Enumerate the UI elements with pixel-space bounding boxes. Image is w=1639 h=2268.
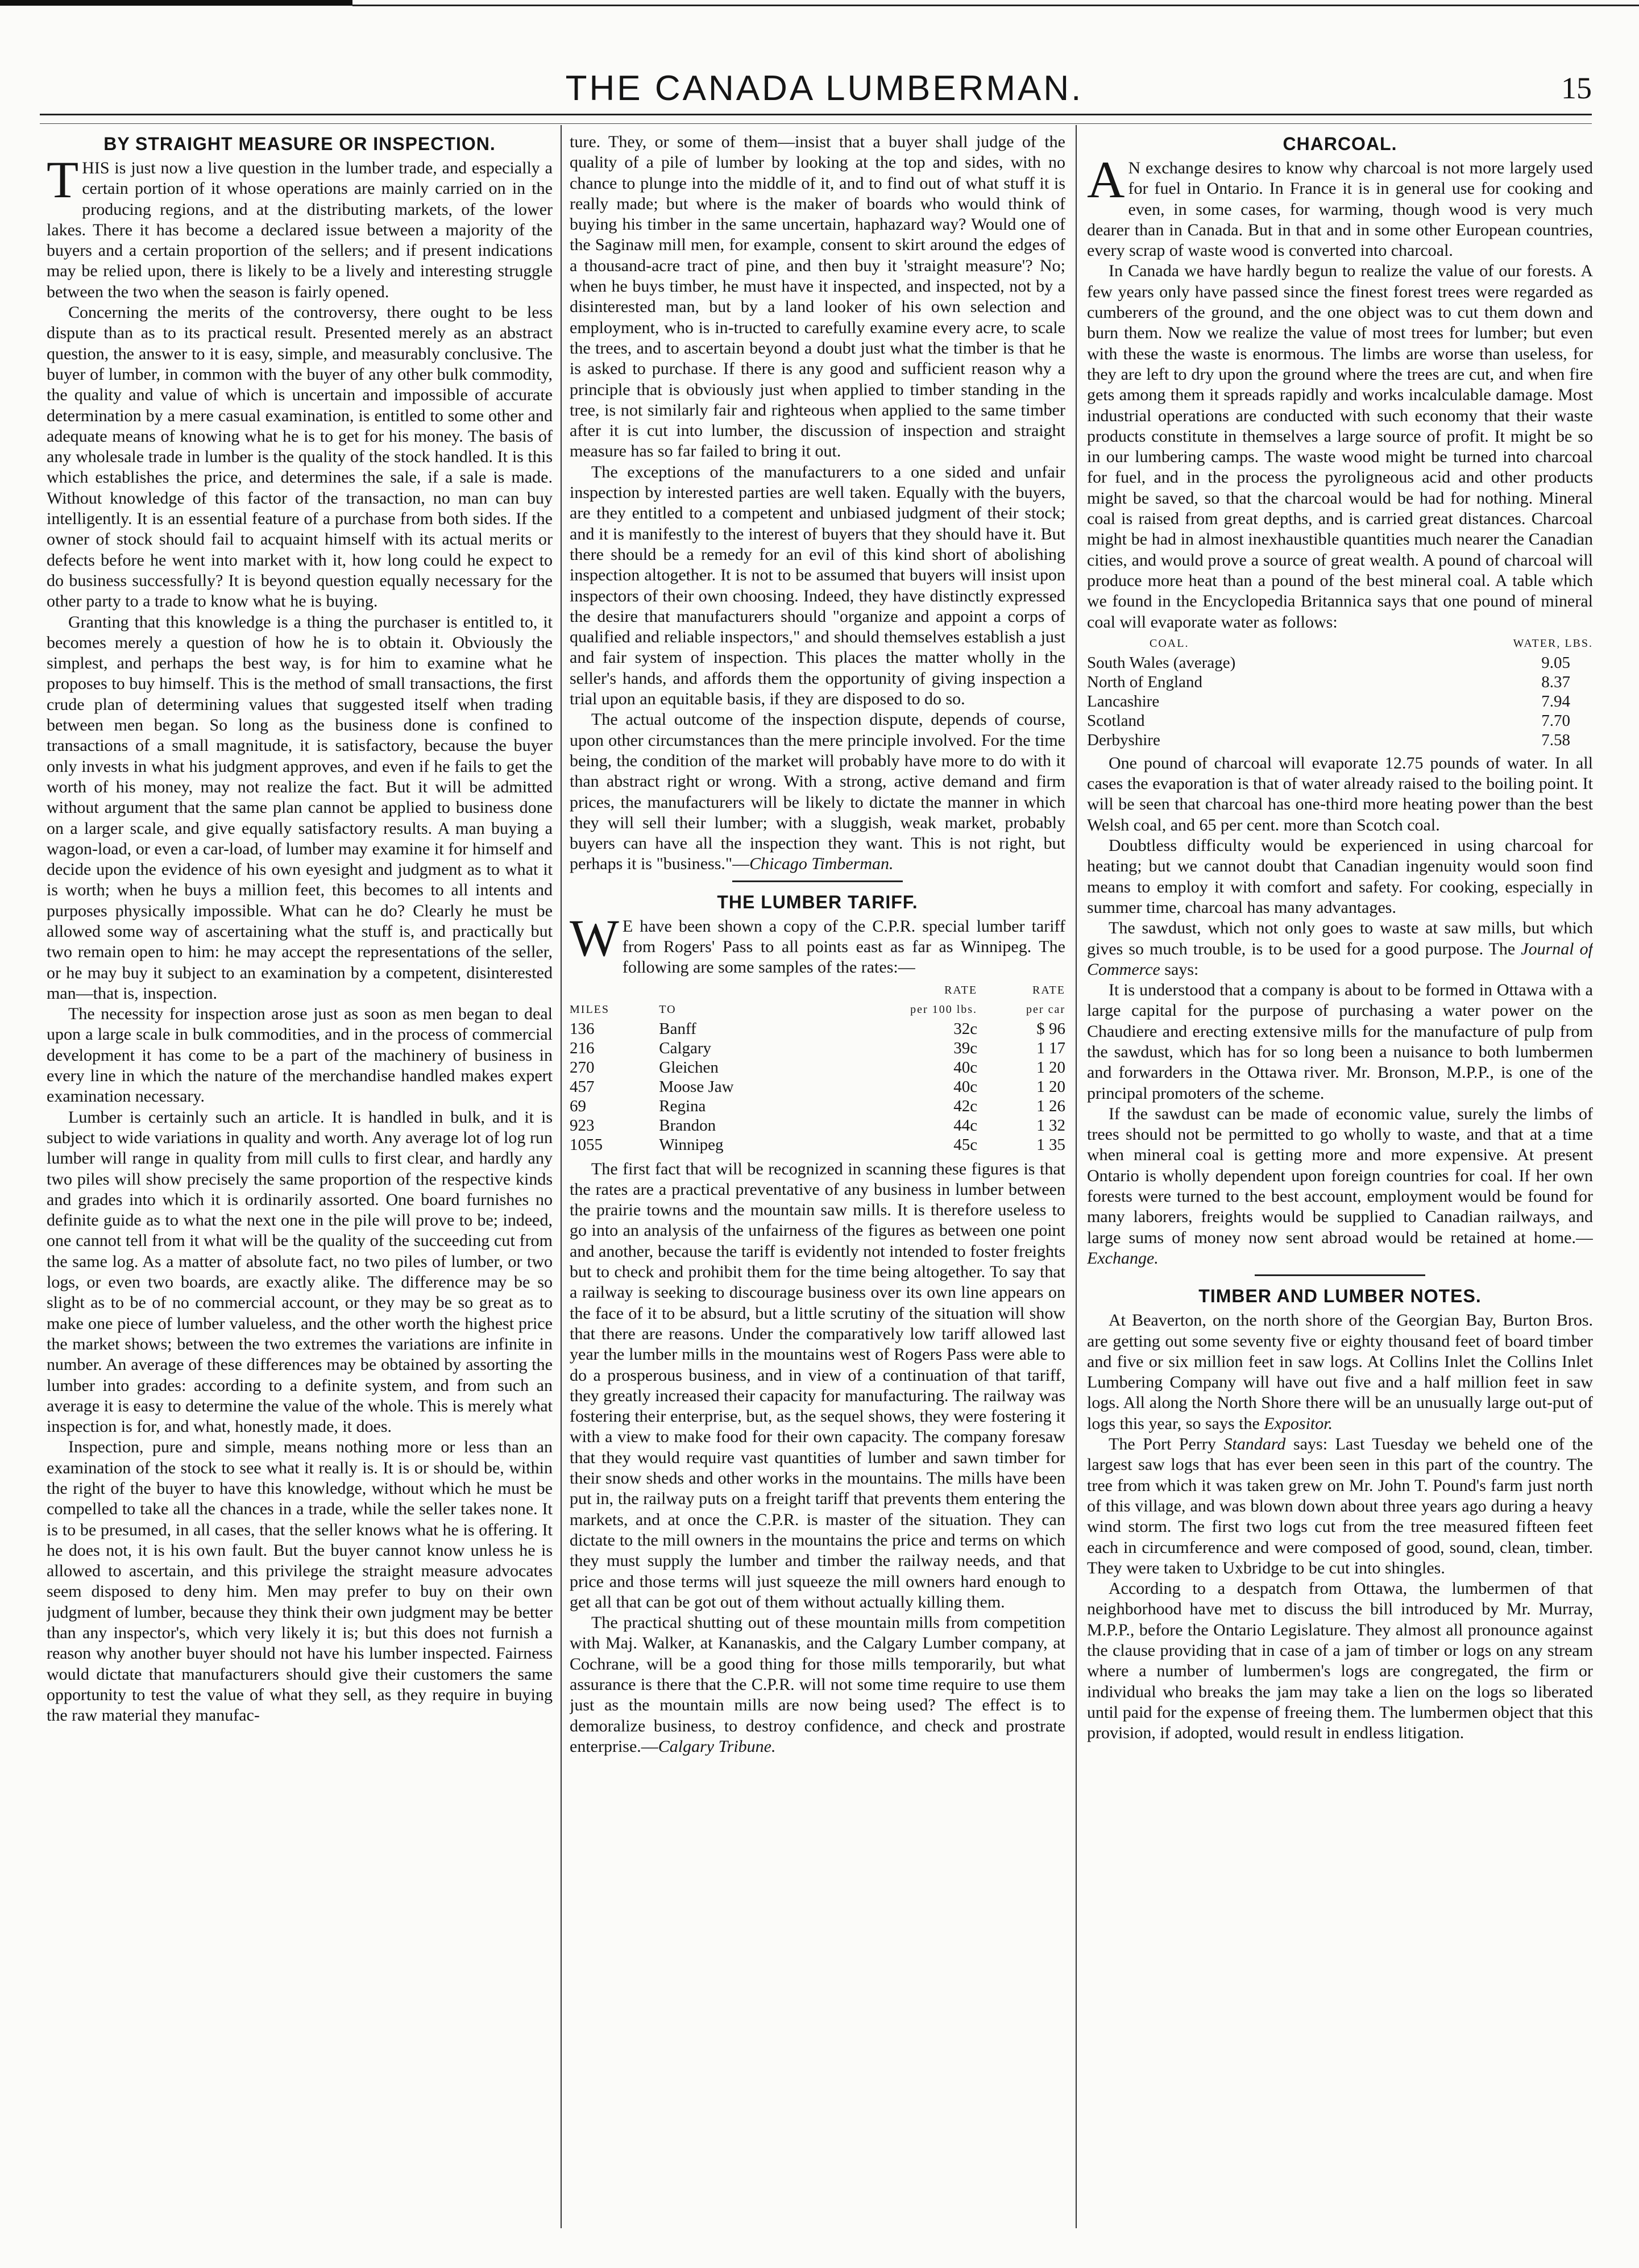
article-paragraph: It is understood that a company is about to be formed in Ottawa with a large capital for the purpose of purchasing a water power on the Chaudiere and erecting extensive mills for the manufacture of pulp from the sawdust, which has for so long been a nuisance to both lumbermen and forwarders in the Ottawa river. Mr. Bronson, M.P.P., is one of the principal promoters of the scheme. <box>1087 981 1593 1103</box>
source-credit: Expositor. <box>1264 1414 1333 1433</box>
table-row: 923 Brandon 44c 1 32 <box>570 1116 1065 1135</box>
article-paragraph: The practical shutting out of these mountain mills from competition with Maj. Walker, at Kananaskis, and the Calgary Lumber company, at Cochrane, will be a good thing for those mills temporarily, but what assurance is there that the C.P.R. will not some time require to use them just as the mountain mills are now being used? The effect is to demoralize business, to destroy confidence, and check and prostrate enterprise.—Calgary Tribune. <box>570 1613 1065 1756</box>
article-heading: THE LUMBER TARIFF. <box>717 891 918 912</box>
article-heading: BY STRAIGHT MEASURE OR INSPECTION. <box>103 134 496 154</box>
column-3 <box>1087 132 1593 2235</box>
article-paragraph: The first fact that will be recognized in scanning these figures is that the rates are a practical preventative of any business in lumber between the prairie towns and the mountain saw mills. It is therefore useless to go into an analysis of the unfairness of the figures as between one point and another, because the tariff is evidently not intended to foster freights but to check and prohibit them for the time being altogether. To say that a railway is seeking to discourage business over its own line appears on the face of it to be absurd, but a little scrutiny of the situation will show that there are reasons. Under the comparatively low tariff allowed last year the lumber mills in the mountains west of Rogers Pass were able to do a prosperous business, and in view of a continuation of that tariff, they greatly increased their capacity for manufacturing. The railway was fostering their enterprise, but, as the sequel shows, they were fostering it with a view to make food for their own capacity. The company foresaw that they would require vast quantities of lumber and sawn timber for their snow sheds and other works in the mountains. The mills have been put in, the railway puts on a freight tariff that prevents them entering the markets, and at once the C.P.R. is master of the situation. They can dictate to the mill owners in the mountains the price and terms on which they must supply the lumber and timber the railway needs, and that price and those terms will just squeeze the mill owners hard enough to get all that can be got out of them without actually killing them. <box>570 1159 1065 1611</box>
article-paragraph: The sawdust, which not only goes to waste at saw mills, but which gives so much trouble, is to be used for a good purpose. The Journal of Commerce says: <box>1087 919 1593 979</box>
article-paragraph: THIS is just now a live question in the lumber trade, and especially a certain portion of it whose operations are mainly carried on in the producing regions, and at the distributing markets, of the lower lakes. There it has become a declared issue between a majority of the buyers and a certain proportion of the sellers; and if present indications may be relied upon, there is likely to be a lively and interesting struggle between the two when the season is fairly opened. <box>47 151 553 301</box>
drop-cap: A <box>1087 151 1125 209</box>
article-paragraph: The actual outcome of the inspection dispute, depends of course, upon other circumstances than the mere principle involved. For the time being, the condition of the market will probably have more to do with it than abstract right or wrong. With a strong, active demand and firm prices, the manufacturers will be likely to dictate the manner in which they will sell their lumber; with a sluggish, weak market, probably buyers can have all the inspection they want. This is not right, but perhaps it is "business."—Chicago Timberman. <box>570 710 1065 874</box>
article-paragraph: According to a despatch from Ottawa, the lumbermen of that neighborhood have met to discuss the bill introduced by Mr. Murray, M.P.P., before the Ontario Legislature. They almost all pronounce against the clause providing that in case of a jam of timber or logs on any stream where a number of lumbermen's logs are congregated, the firm or individual who breaks the jam may take a lien on the logs so liberated until paid for the expense of freeing them. The lumbermen object that this provision, if adopted, would result in endless litigation. <box>1087 1579 1593 1743</box>
article-paragraph: Doubtless difficulty would be experienced in using charcoal for heating; but we cannot doubt that Canadian ingenuity would soon find means to employ it with comfort and safety. For cooking, especially in summer time, charcoal has many advantages. <box>1087 836 1593 917</box>
article-heading: TIMBER AND LUMBER NOTES. <box>1198 1286 1482 1307</box>
source-credit: Chicago Timberman. <box>749 854 894 874</box>
article-paragraph: If the sawdust can be made of economic value, surely the limbs of trees should not be permitted to go wholly to waste, and that at a time when mineral coal is getting more and more expensive. At present Ontario is wholly dependent upon foreign countries for coal. If her own forests were turned to the best account, employment would be found for many laborers, freights would be supplied to Canadian railways, and large sums of money now sent abroad would be retained at home.—Exchange. <box>1087 1104 1593 1268</box>
article-paragraph: Lumber is certainly such an article. It is handled in bulk, and it is subject to wide variations in quality and worth. Any average lot of log run lumber will range in quality from mill culls to first clear, and hardly any two piles will show precisely the same proportion of the respective kinds and grades into which it is ordinarily assorted. One board furnishes no definite guide as to what the next one in the pile will prove to be; indeed, one cannot tell from it what will be the quality of the succeeding cut from the same log. As a matter of absolute fact, no two piles of lumber, or two logs, or even two boards, are exactly alike. The difference may be so slight as to be of no commercial account, or they may be so great as to make one piece of lumber valueless, and the other worth the highest price the market shows; between the two extremes the variations are infinite in number. An average of these differences may be obtained by assorting the lumber into grades: according to a definite system, and from such an average it is easy to determine the value of the whole. This is merely what inspection is for, and what, honestly made, it does. <box>47 1107 553 1436</box>
section-rule <box>1255 1274 1425 1276</box>
source-credit: Calgary Tribune. <box>658 1737 776 1756</box>
newspaper-title: THE CANADA LUMBERMAN. <box>565 69 1084 108</box>
article-paragraph: One pound of charcoal will evaporate 12.75 pounds of water. In all cases the evaporation is that of water already raised to the boiling point. It will be seen that charcoal has one-third more heating power than the best Welsh coal, and 65 per cent. more than Scotch coal. <box>1087 753 1593 834</box>
column-divider <box>561 125 562 2228</box>
section-rule <box>732 880 903 882</box>
article-paragraph: W E have been shown a copy of the C.P.R. special lumber tariff from Rogers' Pass to all points east as far as Winnipeg. The following are some samples of the rates:— <box>570 908 1065 977</box>
table-row: Derbyshire 7.58 <box>1087 730 1570 749</box>
article-paragraph: At Beaverton, on the north shore of the Georgian Bay, Burton Bros. are getting out some seventy five or eighty thousand feet of board timber and five or six million feet in saw logs. At Collins Inlet the Collins Inlet Lumbering Company will have out five and a half million feet in saw logs. All along the North Shore there will be an unusually large out-put of logs this year, so says the Expositor. <box>1087 1311 1593 1433</box>
table-row: Scotland 7.70 <box>1087 711 1570 730</box>
table-row: 1055 Winnipeg 45c 1 35 <box>570 1135 1065 1154</box>
source-credit: Exchange. <box>1087 1248 1159 1268</box>
table-row: 270 Gleichen 40c 1 20 <box>570 1058 1065 1077</box>
top-border <box>0 0 1639 8</box>
table-row: 136 Banff 32c $ 96 <box>570 1019 1065 1038</box>
table-row: Lancashire 7.94 <box>1087 692 1570 711</box>
article-heading: CHARCOAL. <box>1283 134 1397 154</box>
coal-table: COAL. WATER, LBS. South Wales (average) 9.05 North of England 8.37 Lancashire 7.94 Scotland 7.70 Derbyshire 7.58 <box>1087 637 1593 749</box>
article-paragraph: The necessity for inspection arose just as soon as men began to deal upon a large scale in bulk commodities, and in the process of commercial development it has come to be a part of the machinery of business in every line in which the nature of the merchandise handled makes expert examination necessary. <box>47 1004 553 1106</box>
drop-cap: T <box>47 151 79 209</box>
masthead-rule <box>40 114 1592 124</box>
drop-cap: W <box>570 908 619 967</box>
article-paragraph: A N exchange desires to know why charcoal is not more largely used for fuel in Ontario. In France it is in general use for cooking and even, in some cases, for warming, though wood is very much dearer than in Canada. But in that and in some other European countries, every scrap of waste wood is converted into charcoal. <box>1087 151 1593 260</box>
article-paragraph: ture. They, or some of them—insist that a buyer shall judge of the quality of a pile of lumber by looking at the top and sides, with no chance to plunge into the middle of it, and to find out of what stuff it is really made; but where is the maker of boards who would think of buying his timber in the same uncertain, haphazard way? Would one of the Saginaw mill men, for example, consent to skirt around the edges of a thousand-acre tract of pine, and then buy it 'straight measure'? No; when he buys timber, he must have it inspected, and inspected, not by a disinterested man, but by a land looker of his own selection and employment, who is in-tructed to carefully examine every acre, to scale the trees, and to ascertain beyond a doubt just what the timber is that he is asked to purchase. If there is any good and sufficient reason why a principle that is obviously just when applied to timber standing in the tree, is not similarly fair and righteous when applied to the same timber after it is cut into lumber, the discussion of inspection and straight measure has so far failed to bring it out. <box>570 132 1065 461</box>
article-paragraph: Inspection, pure and simple, means nothing more or less than an examination of the stock to see what it really is. It is or should be, within the right of the buyer to have this knowledge, without which he must be compelled to take all the chances in a trade, while the seller takes none. It is to be presumed, in all cases, that the seller knows what he is offering. It he does not, it is his own fault. But the buyer cannot know unless he is allowed to ascertain, and this privilege the straight measure advocates seem disposed to deny him. Men may prefer to buy on their own judgment of lumber, because they think their own judgment may be better than any inspector's, which very likely it is; but this does not furnish a reason why another buyer should not have his lumber inspected. Fairness would dictate that manufacturers should give their customers the same opportunity to test the value of what they sell, as they require in buying the raw material they manufac- <box>47 1438 553 1725</box>
tariff-table: RATE RATE MILES TO per 100 lbs. per car 136 Banff 32c $ 96 216 Calgary 39c 1 17 270 Gleichen 40c 1 20 457 Moose Jaw 40c 1 20 69 Regina 42c 1 26 923 Brandon 44c 1 32 1055 Winnipeg 45c 1 35 <box>570 983 1065 1154</box>
column-1 <box>47 132 553 2235</box>
article-paragraph: The exceptions of the manufacturers to a one sided and unfair inspection by interested parties are well taken. Equally with the buyers, are they entitled to a competent and unbiased judgment of their stock; and it is manifestly to the interest of buyers that they should have it. But there should be a remedy for an evil of this kind short of abolishing inspection altogether. It is not to be assumed that buyers will insist upon inspectors of their own choosing. Indeed, they have distinctly expressed the desire that manufacturers should "organize and appoint a corps of qualified and reliable inspectors," and should themselves establish a just and fair system of inspection. This places the matter wholly in the seller's hands, and affords them the opportunity of giving inspection a trial upon an equitable basis, if they are disposed to do so. <box>570 462 1065 709</box>
table-row: South Wales (average) 9.05 <box>1087 653 1570 672</box>
article-paragraph: Concerning the merits of the controversy, there ought to be less dispute than as to its practical result. Presented merely as an abstract question, the answer to it is easy, simple, and measurably conclusive. The buyer of lumber, in common with the buyer of any other bulk commodity, the quality and value of which is uncertain and impossible of accurate determination by a mere casual examination, is entitled to some other and adequate means of knowing what he is to get for his money. The basis of any wholesale trade in lumber is the quality of the stock handled. It is this which establishes the price, and determines the sale, if a sale is made. Without knowledge of this factor of the transaction, no man can buy intelligently. It is an essential feature of a purchase from both sides. If the owner of stock should fail to acquaint himself with its actual merits or defects before he went into market with it, how long could he expect to do business successfully? It is beyond question equally necessary for the other party to a trade to know what he is buying. <box>47 303 553 611</box>
table-row: North of England 8.37 <box>1087 672 1570 691</box>
column-divider <box>1076 125 1077 2228</box>
page-number: 15 <box>1561 71 1592 105</box>
article-paragraph: Granting that this knowledge is a thing the purchaser is entitled to, it becomes merely a question of how he is to obtain it. Obviously the simplest, and perhaps the best way, is for him to examine what he proposes to buy himself. This is the method of small transactions, the first crude plan of determining values that suggested itself when trading between men began. So long as the business done is confined to transactions of a small magnitude, it is satisfactory, because the buyer only invests in what his judgment approves, and even if he fails to get the worth of his money, may not realize the fact. But it will be admitted without argument that the same plan cannot be applied to business done on a larger scale, and give equally satisfactory results. A man buying a wagon-load, or even a car-load, of lumber may examine it for himself and decide upon the evidence of his own eyesight and judgment as to what it is worth; when he buys a million feet, this becomes to all intents and purposes physically impossible. What can he do? Clearly he must be allowed some way of ascertaining what the stuff is, and practically but two remain open to him: he may accept the representations of the seller, or he may buy it subject to an examination by a competent, disinterested man—that is, inspection. <box>47 612 553 1003</box>
table-row: 216 Calgary 39c 1 17 <box>570 1039 1065 1057</box>
table-row: 457 Moose Jaw 40c 1 20 <box>570 1077 1065 1096</box>
masthead <box>57 68 1592 114</box>
article-paragraph: The Port Perry Standard says: Last Tuesday we beheld one of the largest saw logs that has ever been seen in this part of the country. The tree from which it was taken grew on Mr. John T. Pound's farm just north of this village, and was blown down about three years ago during a heavy wind storm. The first two logs cut from the tree measured fifteen feet each in circumference and were composed of good, sound, clean, timber. They were taken to Uxbridge to be cut into shingles. <box>1087 1435 1593 1577</box>
article-paragraph: In Canada we have hardly begun to realize the value of our forests. A few years only have passed since the finest forest trees were regarded as cumberers of the ground, and the one object was to cut them down and burn them. Now we realize the value of most trees for lumber; but even with these the waste is enormous. The limbs are worse than useless, for they are left to dry upon the ground where the trees are cut, and when fire gets among them it spreads rapidly and works incalculable damage. Most industrial operations are conducted with such economy that their waste products constitute in themselves a large source of profit. It might be so in our lumbering camps. The waste wood might be turned into charcoal for fuel, and in the process the pyroligneous acid and other products might be saved, so that the charcoal would be had for nothing. Mineral coal is raised from great depths, and is carried great distances. Charcoal might be had in almost inexhaustible quantities much nearer the Canadian cities, and would prove a source of great wealth. A pound of charcoal will produce more heat than a pound of the best mineral coal. A table which we found in the Encyclopedia Britannica says that one pound of mineral coal will evaporate water as follows: <box>1087 261 1593 632</box>
column-2 <box>570 132 1065 2235</box>
table-row: 69 Regina 42c 1 26 <box>570 1096 1065 1115</box>
